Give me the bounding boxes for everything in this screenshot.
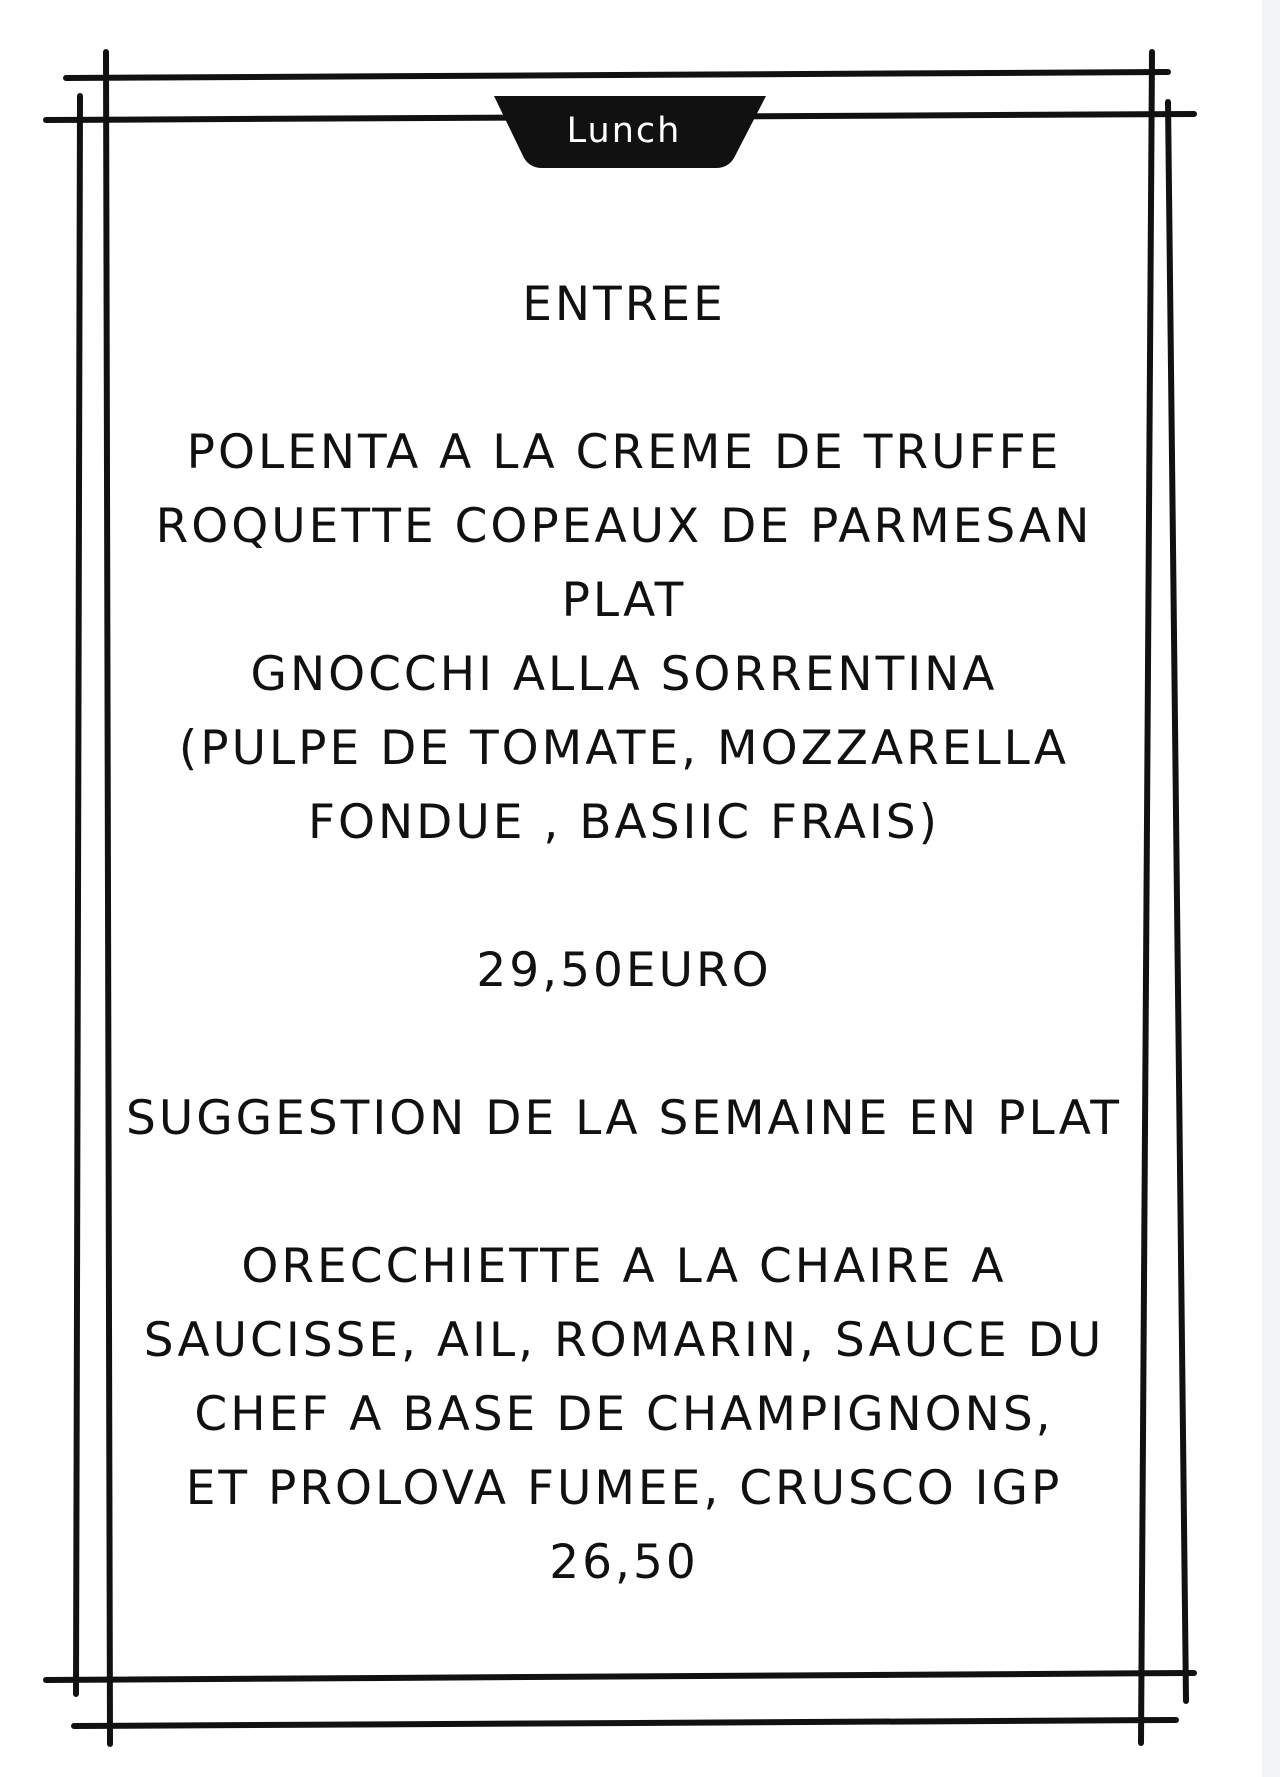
menu-price: 29,50EURO	[476, 943, 772, 998]
frame-line-bottom-1	[46, 1673, 1194, 1680]
frame-line-right-1	[1141, 52, 1152, 1743]
lunch-tab-label: Lunch	[566, 111, 682, 151]
entree-line: POLENTA A LA CREME DE TRUFFE	[186, 425, 1062, 480]
frame-line-bottom-2	[74, 1720, 1176, 1726]
suggestion-heading: SUGGESTION DE LA SEMAINE EN PLAT	[126, 1091, 1122, 1146]
plat-line: (PULPE DE TOMATE, MOZZARELLA	[178, 721, 1070, 776]
spacer	[120, 1156, 1128, 1230]
spacer	[120, 342, 1128, 416]
frame-line-left-2	[76, 96, 80, 1694]
suggestion-price: 26,50	[549, 1535, 699, 1590]
suggestion-line: SAUCISSE, AIL, ROMARIN, SAUCE DU	[143, 1313, 1105, 1368]
plat-heading: PLAT	[561, 573, 687, 628]
spacer	[120, 1008, 1128, 1082]
frame-line-right-2	[1168, 102, 1186, 1701]
spacer	[120, 860, 1128, 934]
plat-line: GNOCCHI ALLA SORRENTINA	[250, 647, 998, 702]
suggestion-line: CHEF A BASE DE CHAMPIGNONS,	[194, 1387, 1054, 1442]
plat-line: FONDUE , BASIIC FRAIS)	[308, 795, 940, 850]
entree-heading: ENTREE	[522, 277, 726, 332]
suggestion-line: ET PROLOVA FUMEE, CRUSCO IGP	[185, 1461, 1063, 1516]
frame-line-left-1	[106, 52, 110, 1744]
entree-line: ROQUETTE COPEAUX DE PARMESAN	[155, 499, 1093, 554]
frame-line-top-1	[66, 72, 1168, 78]
menu-content	[120, 268, 1128, 1600]
suggestion-line: ORECCHIETTE A LA CHAIRE A	[241, 1239, 1007, 1294]
